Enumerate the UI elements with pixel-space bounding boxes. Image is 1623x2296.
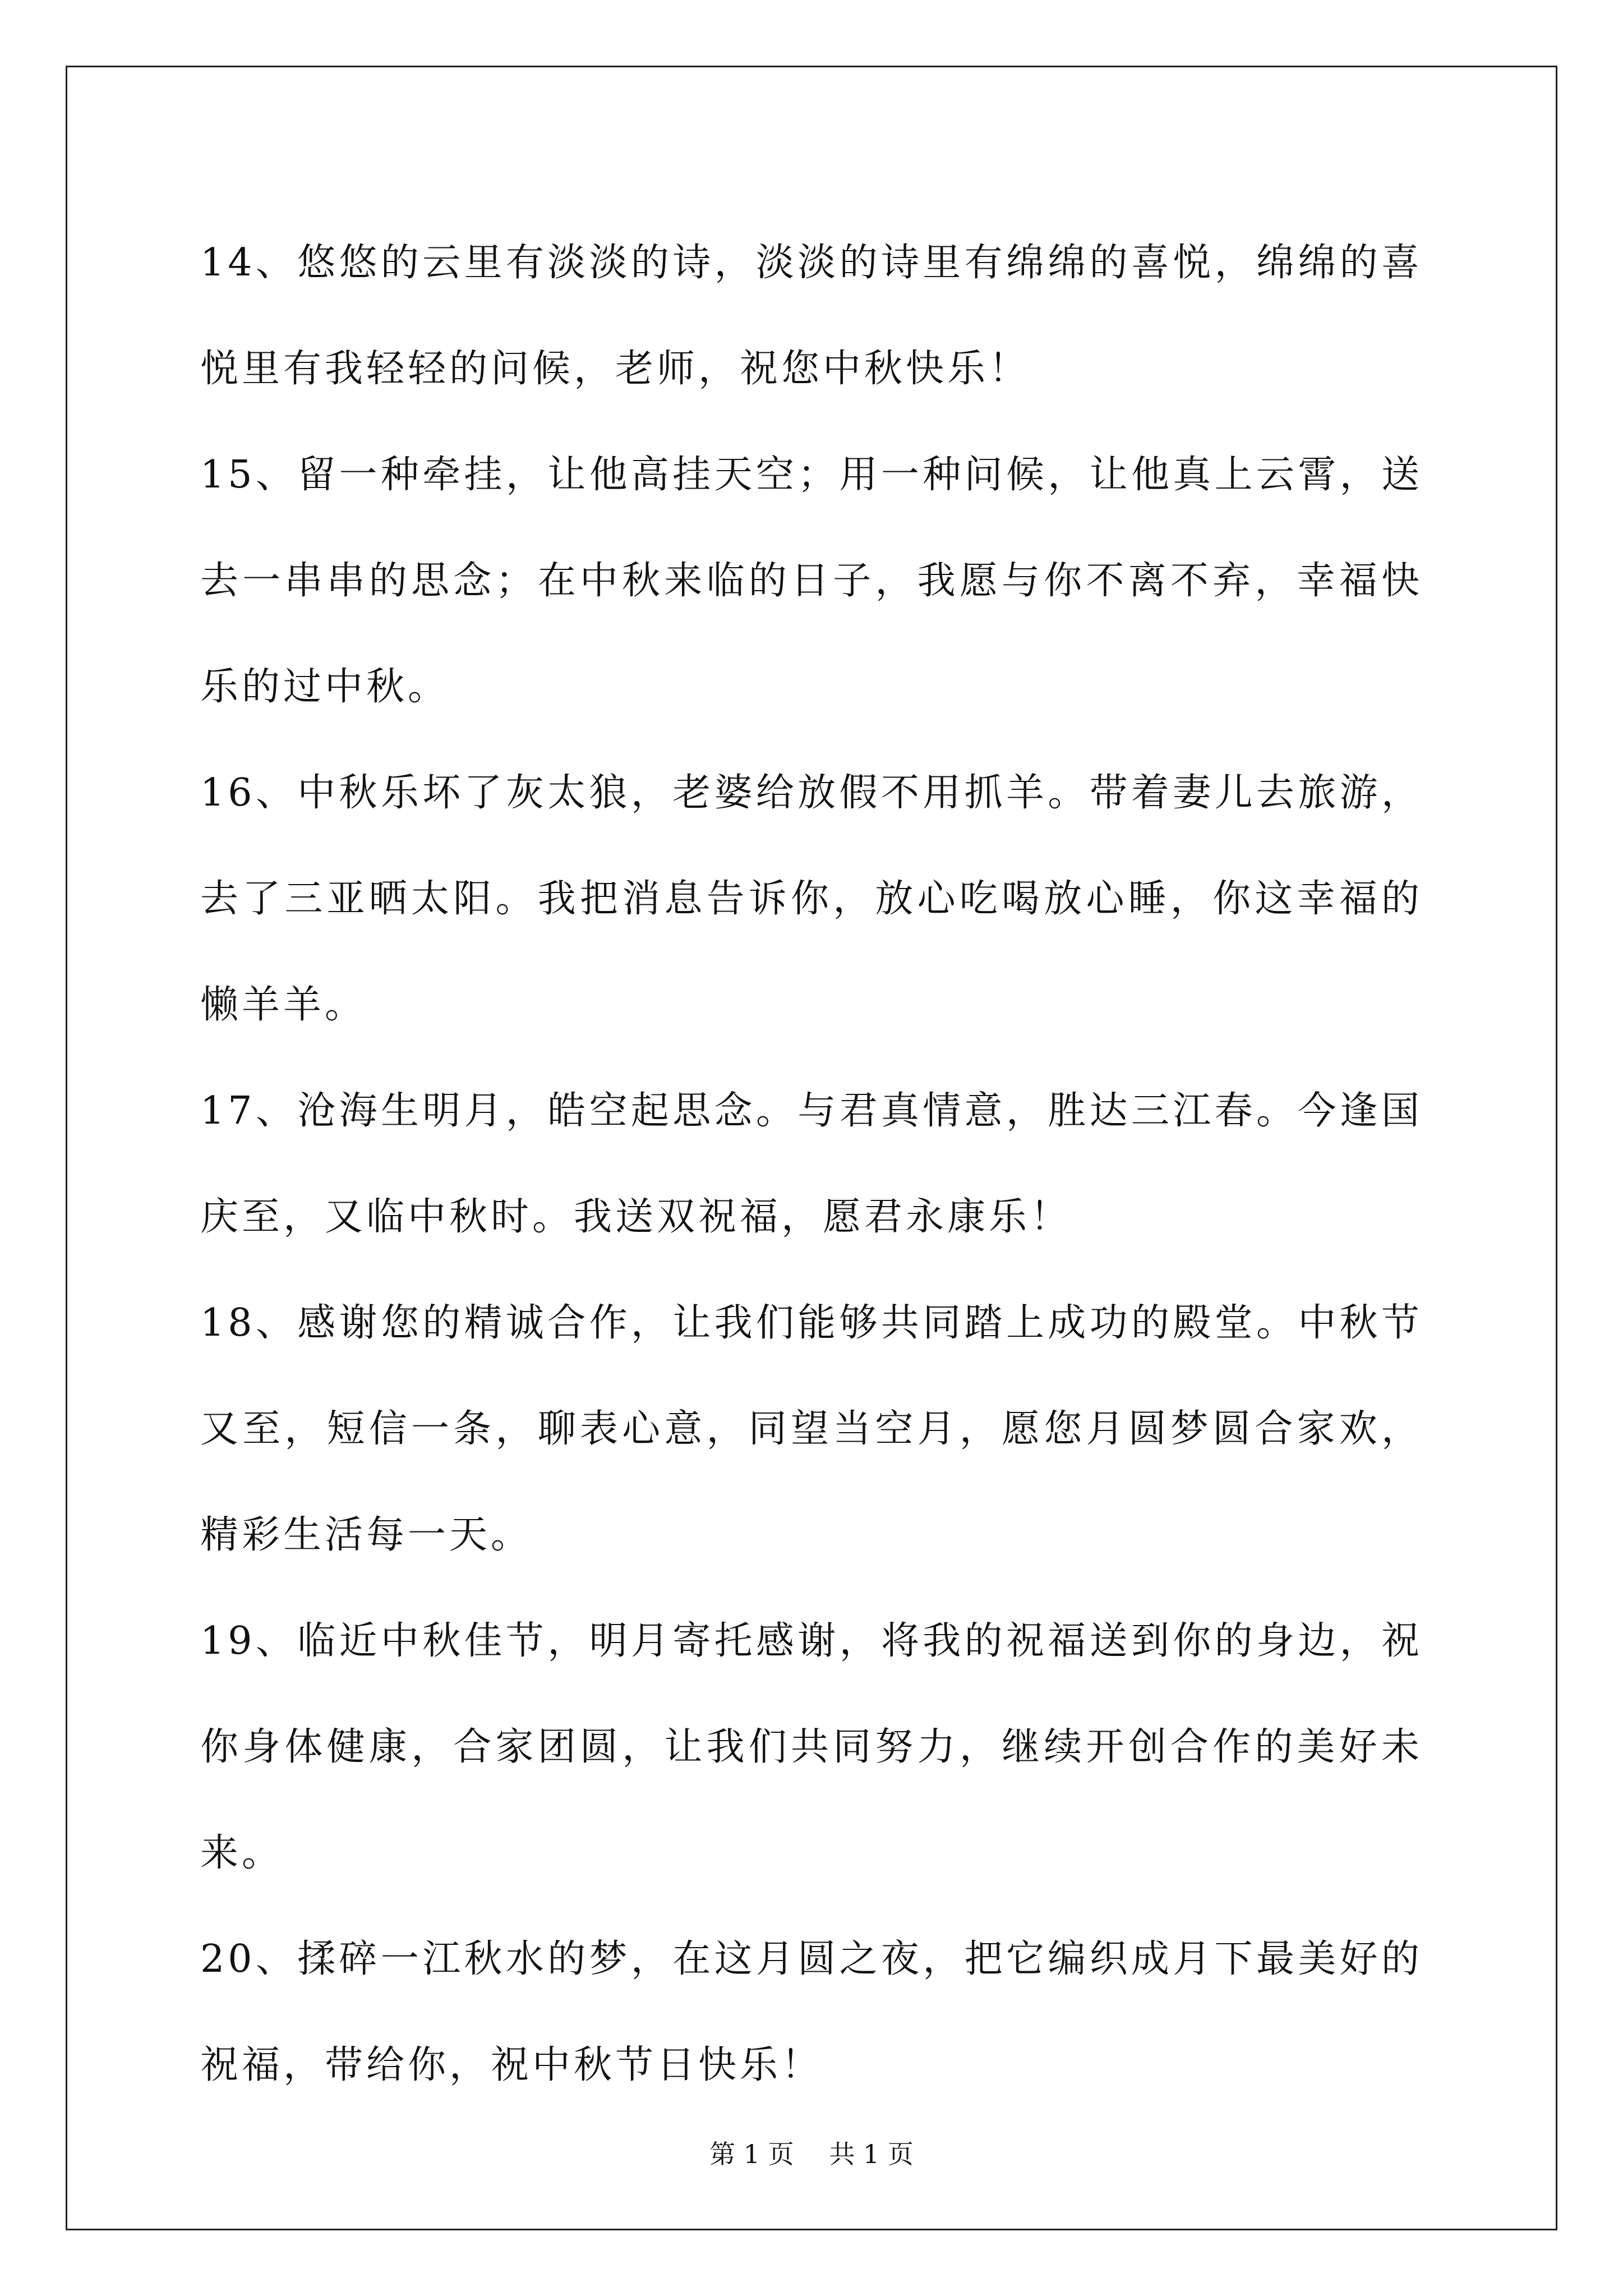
page-number: 第 1 页 <box>709 2139 794 2169</box>
paragraph-15: 15、留一种牵挂，让他高挂天空；用一种问候，让他真上云霄，送去一串串的思念；在中秋来临的日子，我愿与你不离不弃，幸福快乐的过中秋。 <box>200 453 1423 709</box>
paragraph-18: 18、感谢您的精诚合作，让我们能够共同踏上成功的殿堂。中秋节又至，短信一条，聊表心意，同望当空月，愿您月圆梦圆合家欢，精彩生活每一天。 <box>200 1301 1423 1557</box>
page-footer <box>0 2137 1623 2171</box>
paragraph-20: 20、揉碎一江秋水的梦，在这月圆之夜，把它编织成月下最美好的祝福，带给你，祝中秋节日快乐！ <box>200 1937 1423 2087</box>
paragraph-14: 14、悠悠的云里有淡淡的诗，淡淡的诗里有绵绵的喜悦，绵绵的喜悦里有我轻轻的问候，老师，祝您中秋快乐！ <box>200 241 1423 391</box>
paragraph-19: 19、临近中秋佳节，明月寄托感谢，将我的祝福送到你的身边，祝你身体健康，合家团圆，让我们共同努力，继续开创合作的美好未来。 <box>200 1619 1423 1875</box>
document-body <box>200 210 1423 2118</box>
paragraph-16: 16、中秋乐坏了灰太狼，老婆给放假不用抓羊。带着妻儿去旅游，去了三亚晒太阳。我把消息告诉你，放心吃喝放心睡，你这幸福的懒羊羊。 <box>200 771 1423 1027</box>
paragraph-17: 17、沧海生明月，皓空起思念。与君真情意，胜达三江春。今逢国庆至，又临中秋时。我送双祝福，愿君永康乐！ <box>200 1089 1423 1239</box>
page-total: 共 1 页 <box>829 2139 914 2169</box>
